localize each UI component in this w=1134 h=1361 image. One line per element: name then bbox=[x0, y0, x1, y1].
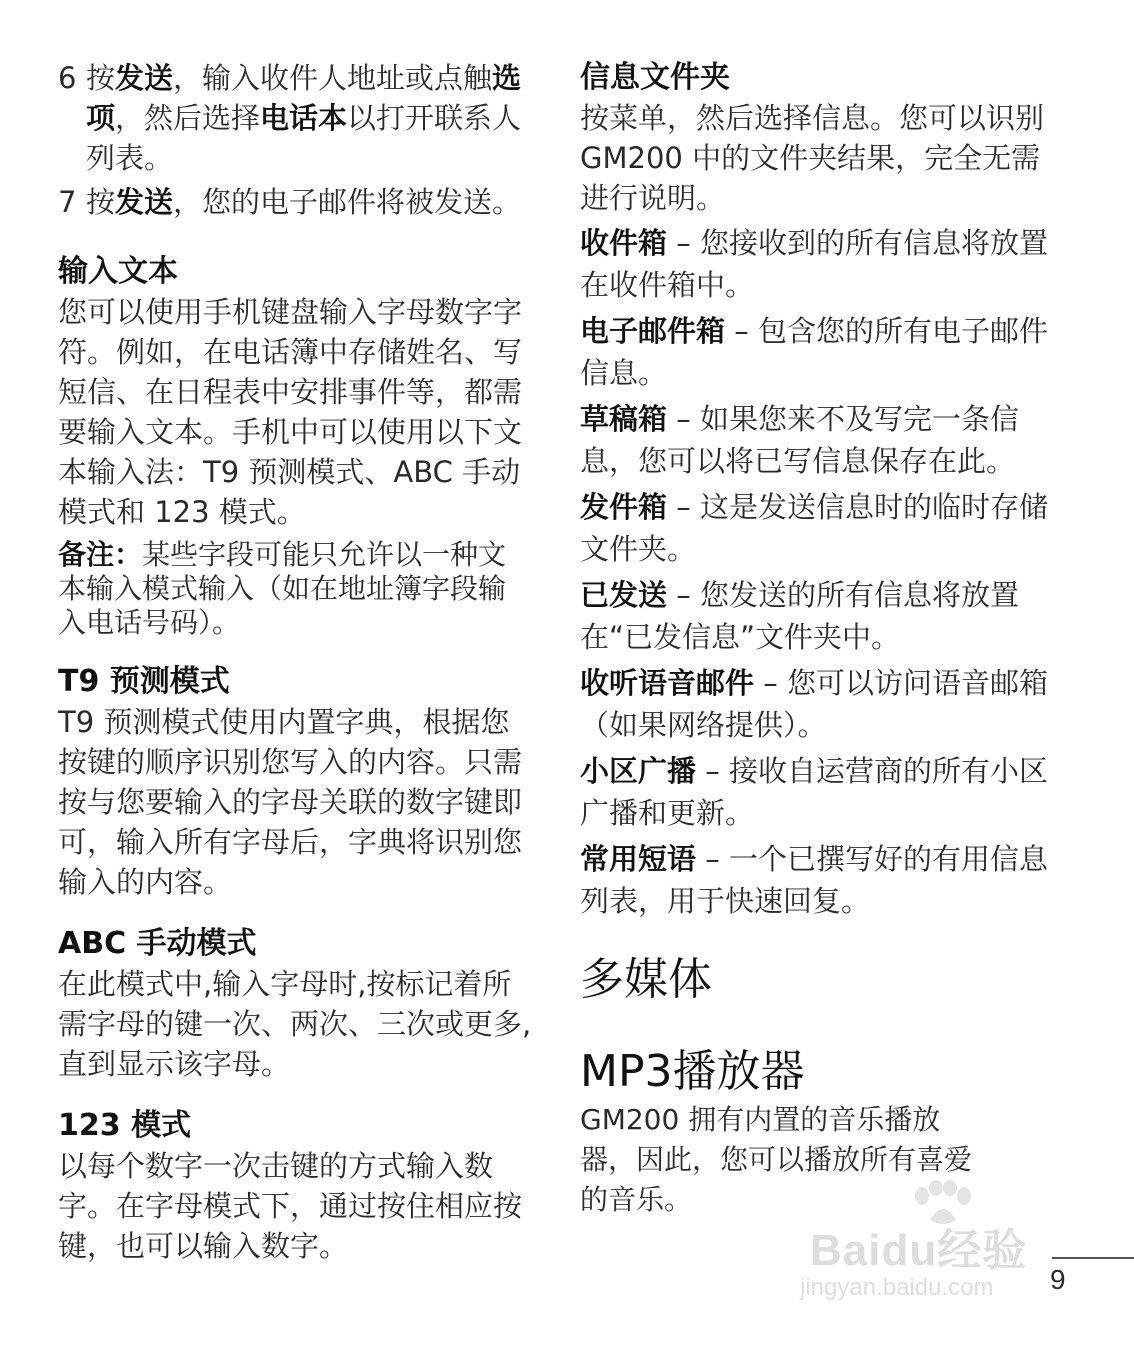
folder-item-cell-broadcast: 小区广播 – 接收自运营商的所有小区广播和更新。 bbox=[580, 754, 1048, 830]
section-abc bbox=[58, 924, 533, 1084]
step-7 bbox=[58, 182, 533, 222]
section-heading: 123 模式 bbox=[58, 1108, 192, 1143]
section-body: 在此模式中,输入字母时,按标记着所需字母的键一次、两次、三次或更多,直到显示该字母。 bbox=[58, 967, 532, 1081]
section-body: 以每个数字一次击键的方式输入数字。在字母模式下，通过按住相应按键，也可以输入数字。 bbox=[58, 1149, 523, 1263]
folder-item-email: 电子邮件箱 – 包含您的所有电子邮件信息。 bbox=[580, 314, 1048, 390]
watermark bbox=[800, 1180, 1070, 1320]
chapter-heading-multimedia: 多媒体 bbox=[580, 954, 712, 1005]
section-heading: ABC 手动模式 bbox=[58, 926, 257, 961]
section-body: T9 预测模式使用内置字典，根据您按键的顺序识别您写入的内容。只需按与您要输入的字母关联的数字键即可，输入所有字母后，字典将识别您输入的内容。 bbox=[58, 705, 523, 899]
note-label: 备注： bbox=[58, 538, 143, 571]
section-body: 您可以使用手机键盘输入字母数字字符。例如，在电话簿中存储姓名、写短信、在日程表中安排事件等，都需要输入文本。手机中可以使用以下文本输入法：T9 预测模式、ABC 手动模式和 123 模式。 bbox=[58, 295, 523, 529]
right-column bbox=[580, 58, 1060, 1220]
folder-item-outbox: 发件箱 – 这是发送信息时的临时存储文件夹。 bbox=[580, 490, 1048, 566]
section-heading: 输入文本 bbox=[58, 254, 178, 289]
section-input-text bbox=[58, 252, 533, 640]
section-body: GM200 拥有内置的音乐播放器，因此，您可以播放所有喜爱的音乐。 bbox=[580, 1103, 973, 1216]
folder-item-sent: 已发送 – 您发送的所有信息将放置在“已发信息”文件夹中。 bbox=[580, 578, 1019, 654]
watermark-logo: Baidu经验 bbox=[810, 1226, 1028, 1275]
section-heading: MP3播放器 bbox=[580, 1046, 805, 1097]
folder-item-drafts: 草稿箱 – 如果您来不及写完一条信息，您可以将已写信息保存在此。 bbox=[580, 402, 1019, 478]
folder-item-templates: 常用短语 – 一个已撰写好的有用信息列表，用于快速回复。 bbox=[580, 842, 1048, 918]
note: 备注：某些字段可能只允许以一种文本输入模式输入（如在地址簿字段输入电话号码）。 bbox=[58, 538, 507, 639]
step-number: 6 bbox=[58, 61, 77, 95]
step-number: 7 bbox=[58, 185, 77, 219]
section-heading: 信息文件夹 bbox=[580, 60, 730, 95]
section-t9 bbox=[58, 662, 533, 902]
step-6 bbox=[58, 58, 533, 178]
step-text: 按发送，您的电子邮件将被发送。 bbox=[86, 185, 522, 219]
section-heading: T9 预测模式 bbox=[58, 664, 230, 699]
watermark-url: jingyan.baidu.com bbox=[800, 1274, 994, 1301]
page-number: 9 bbox=[1050, 1264, 1066, 1295]
step-text: 按发送，输入收件人地址或点触选项，然后选择电话本以打开联系人列表。 bbox=[86, 61, 522, 175]
folder-item-inbox: 收件箱 – 您接收到的所有信息将放置在收件箱中。 bbox=[580, 226, 1048, 302]
left-column bbox=[58, 58, 533, 1266]
page-divider bbox=[1052, 1257, 1134, 1259]
section-123 bbox=[58, 1106, 533, 1266]
section-intro: 按菜单，然后选择信息。您可以识别 GM200 中的文件夹结果，完全无需进行说明。 bbox=[580, 101, 1045, 215]
folder-list bbox=[580, 222, 1060, 922]
folder-item-voicemail: 收听语音邮件 – 您可以访问语音邮箱（如果网络提供）。 bbox=[580, 666, 1048, 742]
